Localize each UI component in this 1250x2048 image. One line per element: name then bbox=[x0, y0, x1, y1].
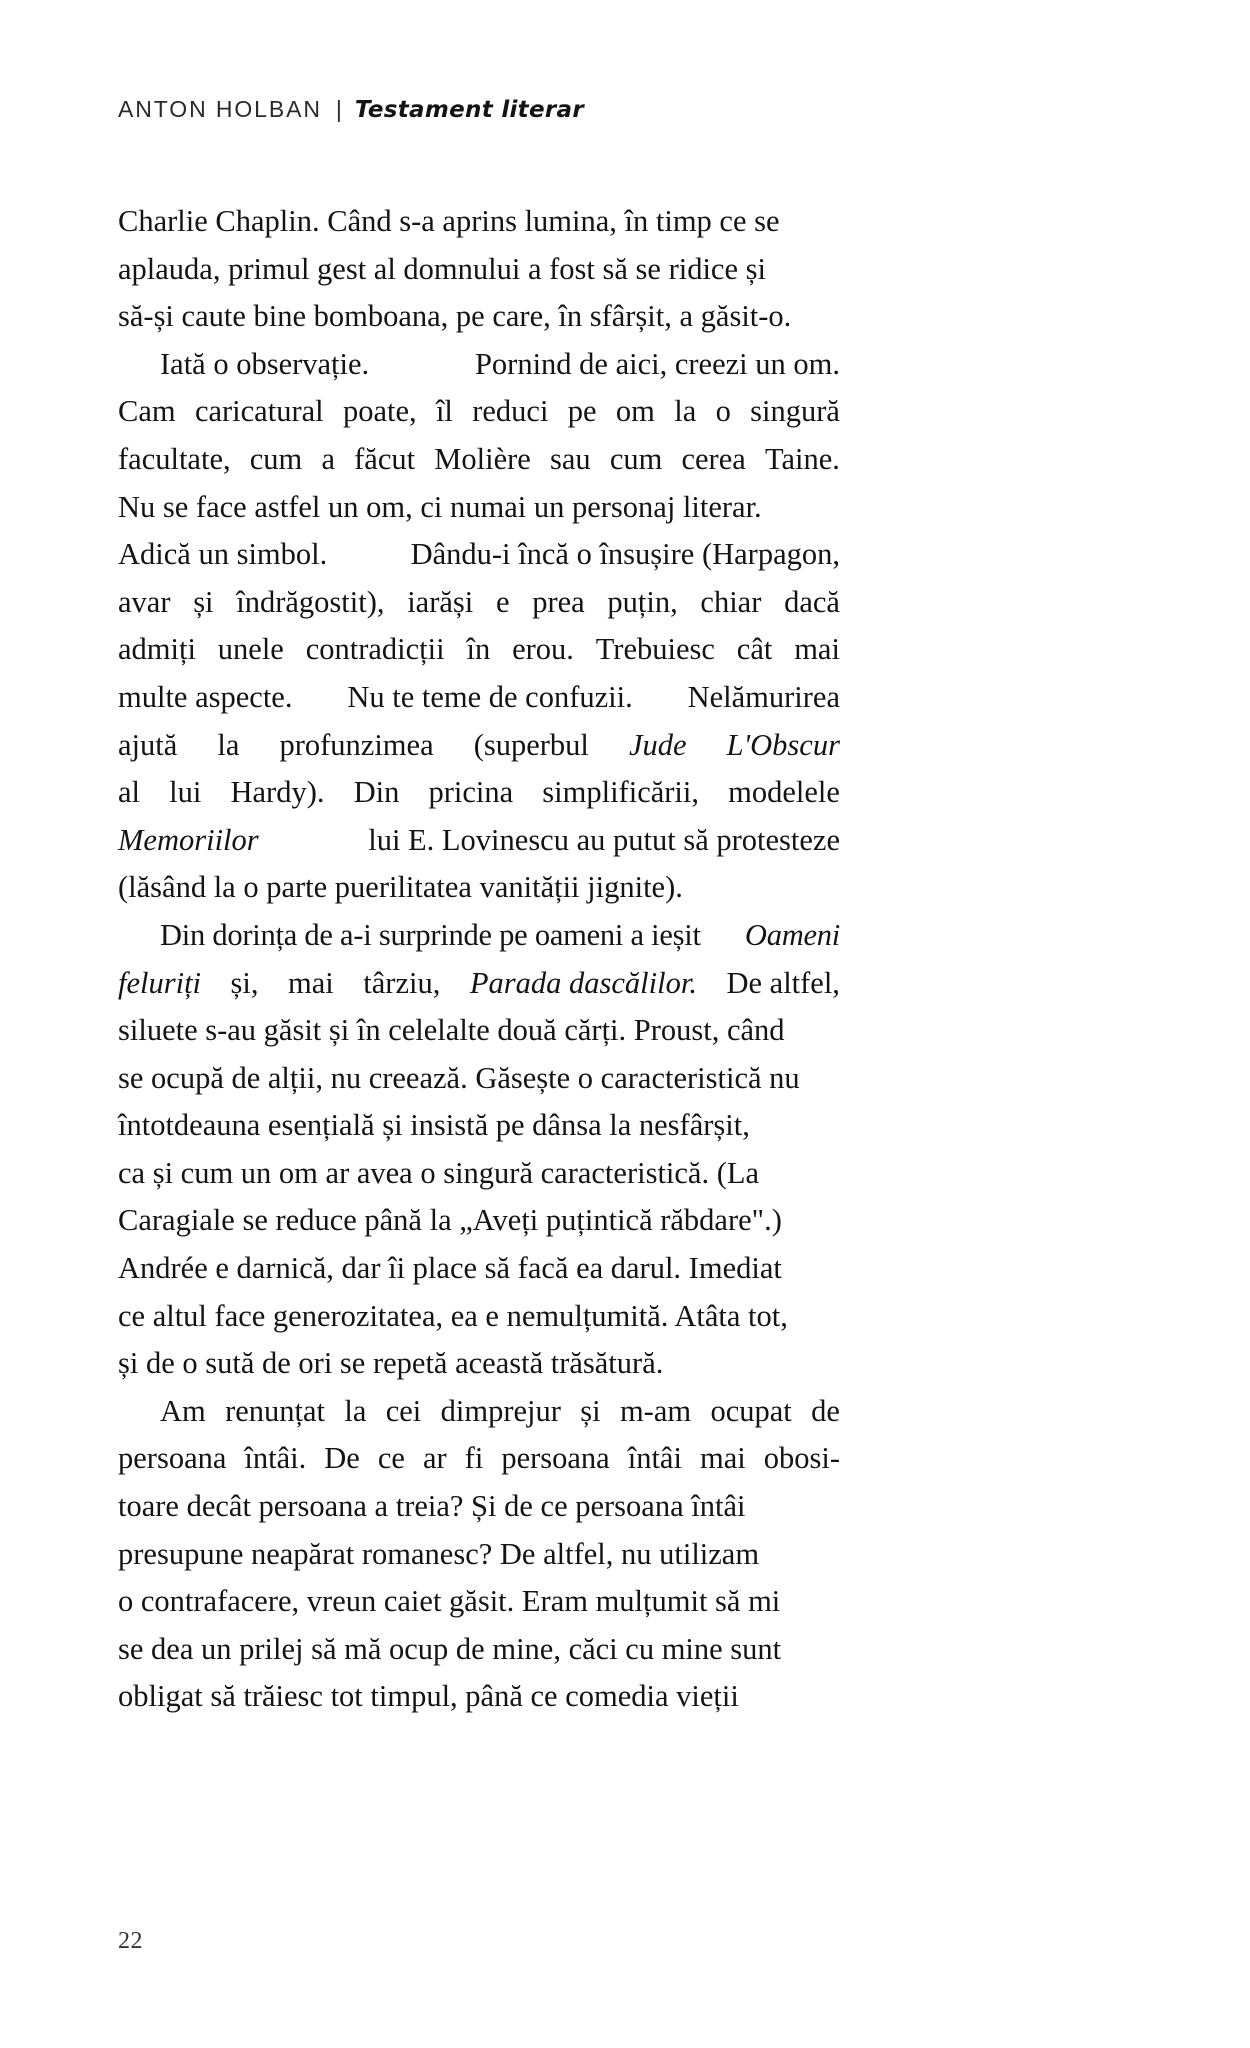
text-fragment: obosi- bbox=[763, 1441, 840, 1476]
text-fragment: pe bbox=[567, 394, 597, 429]
text-fragment: întâi bbox=[627, 1441, 682, 1476]
running-head-separator: | bbox=[335, 96, 342, 122]
text-line: o contrafacere, vreun caiet găsit. Eram mulțumit să mi bbox=[118, 1584, 781, 1619]
text-line bbox=[118, 579, 840, 627]
text-fragment: îl bbox=[435, 394, 453, 429]
text-fragment: făcut bbox=[354, 441, 416, 476]
text-fragment: Iată o observație. bbox=[160, 346, 370, 381]
text-fragment: cât bbox=[736, 632, 773, 667]
text-line bbox=[118, 817, 840, 865]
text-fragment: reduci bbox=[472, 394, 549, 429]
text-fragment: Trebuiesc bbox=[595, 632, 715, 667]
text-fragment: avar bbox=[118, 584, 171, 619]
running-head bbox=[118, 96, 584, 123]
text-fragment: erou. bbox=[512, 632, 574, 667]
text-fragment: mai bbox=[794, 632, 840, 667]
text-fragment: lui E. Lovinescu au putut să protesteze bbox=[368, 822, 840, 857]
text-fragment: Molière bbox=[434, 441, 531, 476]
text-fragment: al bbox=[118, 775, 141, 810]
text-fragment: pricina bbox=[428, 775, 514, 810]
text-fragment: la bbox=[674, 394, 697, 429]
text-fragment: cum bbox=[609, 441, 663, 476]
text-fragment: sau bbox=[549, 441, 591, 476]
text-fragment: a bbox=[321, 441, 335, 476]
book-title-italic: Memoriilor bbox=[118, 822, 259, 857]
text-line bbox=[118, 769, 840, 817]
text-fragment: cerea bbox=[681, 441, 746, 476]
text-line: Nu se face astfel un om, ci numai un personaj literar. bbox=[118, 489, 762, 524]
text-fragment: persoana bbox=[501, 1441, 610, 1476]
text-fragment: Cam bbox=[118, 394, 176, 429]
text-line bbox=[118, 388, 840, 436]
text-fragment: iarăși bbox=[407, 584, 474, 619]
text-line bbox=[118, 674, 840, 722]
text-fragment: Din dorința de a-i surprinde pe oameni a ieșit bbox=[160, 917, 701, 952]
text-fragment: lui bbox=[169, 775, 202, 810]
text-fragment: ar bbox=[422, 1441, 447, 1476]
text-fragment: mai bbox=[699, 1441, 746, 1476]
text-line bbox=[118, 960, 840, 1008]
running-head-title: Testament literar bbox=[354, 97, 584, 123]
text-line: să-și caute bine bomboana, pe care, în sfârșit, a găsit-o. bbox=[118, 299, 792, 334]
text-line bbox=[118, 626, 840, 674]
text-fragment: întâi. bbox=[244, 1441, 307, 1476]
text-line bbox=[118, 722, 840, 770]
text-fragment: la bbox=[344, 1393, 367, 1428]
text-fragment: Nelămurirea bbox=[687, 679, 840, 714]
text-fragment: poate, bbox=[342, 394, 417, 429]
text-fragment: ocupat bbox=[710, 1393, 792, 1428]
text-line: Andrée e darnică, dar îi place să facă ea darul. Imediat bbox=[118, 1251, 782, 1286]
text-fragment: chiar bbox=[700, 584, 762, 619]
text-fragment: cum bbox=[249, 441, 303, 476]
text-line: întotdeauna esențială și insistă pe dânsa la nesfârșit, bbox=[118, 1108, 750, 1143]
text-fragment: o bbox=[715, 394, 731, 429]
text-fragment: ajută bbox=[118, 727, 178, 762]
text-fragment: ce bbox=[377, 1441, 405, 1476]
text-line: siluete s-au găsit și în celelalte două cărți. Proust, când bbox=[118, 1013, 785, 1048]
text-fragment: și bbox=[193, 584, 214, 619]
text-fragment: De bbox=[324, 1441, 360, 1476]
text-fragment: Nu te teme de confuzii. bbox=[347, 679, 633, 714]
text-fragment: târziu, bbox=[363, 965, 441, 1000]
text-line: presupune neapărat romanesc? De altfel, nu utilizam bbox=[118, 1536, 760, 1571]
text-line: ce altul face generozitatea, ea e nemulțumită. Atâta tot, bbox=[118, 1298, 788, 1333]
text-fragment: în bbox=[466, 632, 491, 667]
text-fragment: multe aspecte. bbox=[118, 679, 293, 714]
text-fragment: De altfel, bbox=[726, 965, 840, 1000]
text-fragment: admiți bbox=[118, 632, 196, 667]
text-fragment: Hardy). bbox=[230, 775, 325, 810]
paragraph-4 bbox=[118, 1388, 840, 1721]
text-line: Caragiale se reduce până la „Aveți puțintică răbdare".) bbox=[118, 1203, 782, 1238]
text-fragment: m-am bbox=[619, 1393, 692, 1428]
text-fragment: om bbox=[615, 394, 655, 429]
text-fragment: Din bbox=[353, 775, 400, 810]
text-fragment: singură bbox=[750, 394, 840, 429]
text-line bbox=[118, 341, 840, 389]
text-fragment: caricatural bbox=[194, 394, 324, 429]
text-line bbox=[118, 531, 840, 579]
text-line: ca și cum un om ar avea o singură caracteristică. (La bbox=[118, 1155, 760, 1190]
paragraph-3 bbox=[118, 912, 840, 1388]
text-fragment: Pornind de aici, creezi un om. bbox=[474, 346, 840, 381]
text-line: (lăsând la o parte puerilitatea vanității jignite). bbox=[118, 870, 683, 905]
text-fragment: îndrăgostit), bbox=[236, 584, 385, 619]
paragraph-1 bbox=[118, 198, 840, 341]
text-fragment: dimprejur bbox=[440, 1393, 561, 1428]
text-fragment: persoana bbox=[118, 1441, 227, 1476]
book-title-italic: Jude bbox=[629, 727, 687, 762]
page-number: 22 bbox=[118, 1928, 143, 1954]
text-fragment: Am bbox=[160, 1393, 206, 1428]
running-head-author: ANTON HOLBAN bbox=[118, 96, 322, 122]
text-fragment: mai bbox=[288, 965, 334, 1000]
book-title-italic: feluriți bbox=[118, 965, 202, 1000]
text-line: aplauda, primul gest al domnului a fost să se ridice și bbox=[118, 251, 766, 286]
text-line bbox=[118, 1435, 840, 1483]
book-title-italic: L'Obscur bbox=[726, 727, 840, 762]
text-fragment: renunțat bbox=[225, 1393, 326, 1428]
text-fragment: și, bbox=[230, 965, 259, 1000]
text-fragment: de bbox=[811, 1393, 840, 1428]
text-line: se ocupă de alții, nu creează. Găsește o caracteristică nu bbox=[118, 1060, 800, 1095]
text-fragment: Taine. bbox=[764, 441, 840, 476]
text-fragment: contradicții bbox=[305, 632, 445, 667]
text-line: și de o sută de ori se repetă această trăsătură. bbox=[118, 1346, 664, 1381]
text-fragment: unele bbox=[217, 632, 284, 667]
text-line bbox=[118, 1388, 840, 1436]
text-fragment: și bbox=[580, 1393, 601, 1428]
book-title-italic: Oameni bbox=[744, 917, 840, 952]
text-line: Charlie Chaplin. Când s-a aprins lumina, în timp ce se bbox=[118, 204, 780, 238]
text-fragment: profunzimea bbox=[279, 727, 434, 762]
text-fragment: modelele bbox=[728, 775, 840, 810]
text-fragment: facultate, bbox=[118, 441, 231, 476]
book-title-italic: Parada dascălilor. bbox=[469, 965, 697, 1000]
text-fragment: Adică un simbol. bbox=[118, 537, 328, 572]
text-fragment: puțin, bbox=[607, 584, 678, 619]
text-fragment: simplificării, bbox=[542, 775, 699, 810]
text-line bbox=[118, 912, 840, 960]
paragraph-2 bbox=[118, 341, 840, 912]
text-fragment: dacă bbox=[784, 584, 840, 619]
text-fragment: (superbul bbox=[473, 727, 589, 762]
text-fragment: fi bbox=[464, 1441, 484, 1476]
text-line: se dea un prilej să mă ocup de mine, căci cu mine sunt bbox=[118, 1631, 782, 1666]
text-line: toare decât persoana a treia? Și de ce persoana întâi bbox=[118, 1489, 746, 1524]
text-fragment: e bbox=[495, 584, 510, 619]
text-line: obligat să trăiesc tot timpul, până ce comedia vieții bbox=[118, 1679, 739, 1714]
text-fragment: cei bbox=[385, 1393, 422, 1428]
text-fragment: prea bbox=[532, 584, 585, 619]
text-fragment: la bbox=[217, 727, 240, 762]
text-line bbox=[118, 436, 840, 484]
body-text bbox=[118, 198, 840, 1721]
text-fragment: Dându-i încă o însușire (Harpagon, bbox=[410, 537, 840, 572]
